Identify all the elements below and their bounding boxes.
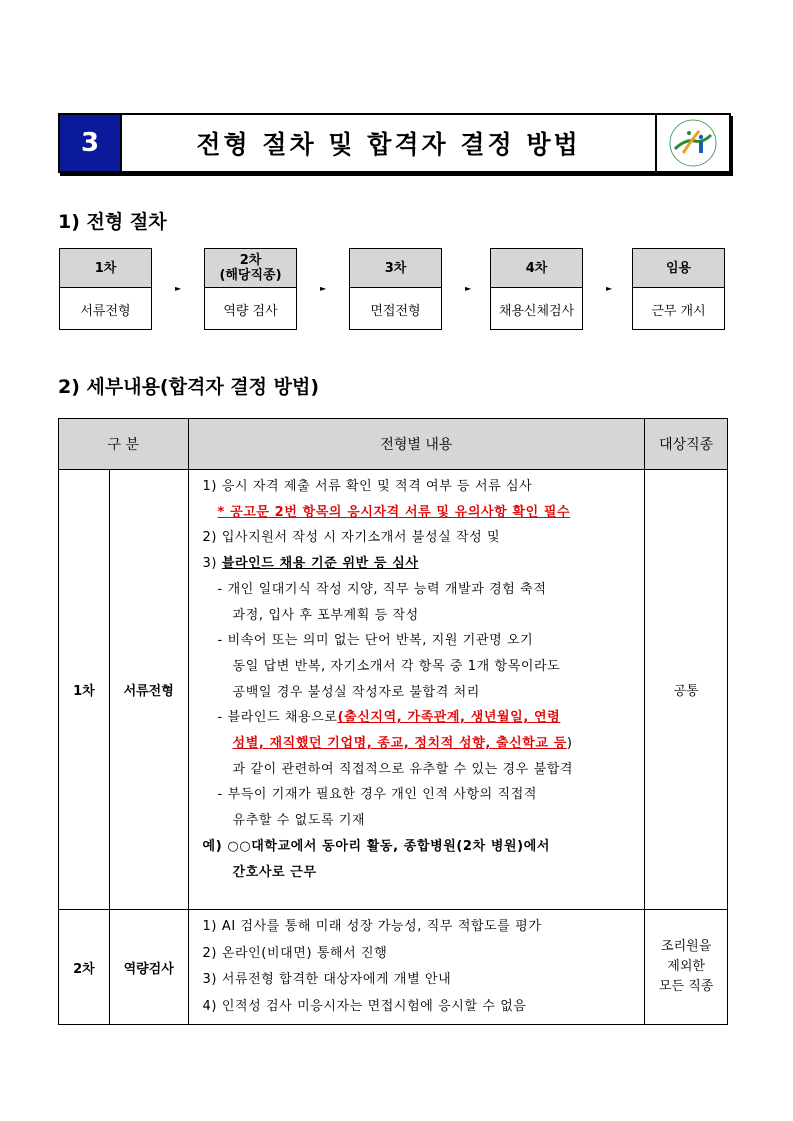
content-line — [203, 551, 635, 577]
section-number: 3 — [60, 115, 122, 171]
header-content: 전형별 내용 — [188, 419, 645, 470]
table-row — [59, 910, 728, 1025]
row-stage: 1차 — [59, 470, 110, 910]
flow-step-3 — [349, 248, 442, 330]
row-stage: 2차 — [59, 910, 110, 1025]
flow-step-desc: 채용신체검사 — [498, 303, 575, 319]
content-prefix: 3) — [202, 556, 222, 572]
content-line: 2) 온라인(비대면) 통해서 진행 — [202, 945, 388, 961]
flow-arrow-icon: ► — [606, 284, 613, 293]
row-target: 공통 — [645, 470, 728, 910]
content-line: 공백일 경우 불성실 작성자로 불합격 처리 — [232, 684, 480, 700]
content-line: 1) AI 검사를 통해 미래 성장 가능성, 직무 적합도를 평가 — [202, 919, 542, 934]
content-underlined: 블라인드 채용 기준 위반 등 심사 — [221, 556, 419, 572]
section-header — [58, 113, 731, 173]
flow-step-1 — [59, 248, 152, 330]
flow-step-2 — [204, 248, 297, 330]
content-prefix: - 블라인드 채용으로 — [217, 710, 338, 726]
content-line: - 비속어 또는 의미 없는 단어 반복, 지원 기관명 오기 — [217, 633, 534, 649]
content-line: 1) 응시 자격 제출 서류 확인 및 적격 여부 등 서류 심사 — [202, 479, 533, 494]
content-line: - 부득이 기재가 필요한 경우 개인 인적 사항의 직접적 — [217, 787, 538, 803]
target-line: 모든 직종 — [658, 979, 714, 994]
row-content — [188, 470, 645, 910]
content-line: 4) 인적성 검사 미응시자는 면접시험에 응시할 수 없음 — [202, 998, 527, 1014]
row-name: 서류전형 — [109, 470, 188, 910]
flow-arrow-icon: ► — [320, 284, 327, 293]
flow-step-label: 임용 — [633, 249, 724, 288]
content-line: 과 같이 관련하여 직접적으로 유추할 수 있는 경우 불합격 — [232, 761, 574, 777]
flow-arrow-icon: ► — [465, 284, 472, 293]
content-line: 유추할 수 없도록 기재 — [232, 813, 366, 829]
table-row — [59, 470, 728, 910]
section-title: 전형 절차 및 합격자 결정 방법 — [122, 115, 657, 171]
content-line — [203, 705, 635, 731]
row-content — [188, 910, 645, 1025]
content-line — [203, 731, 635, 757]
content-line-example: 예) ○○대학교에서 동아리 활동, 종합병원(2차 병원)에서 — [202, 838, 551, 854]
content-line: 과정, 입사 후 포부계획 등 작성 — [232, 607, 419, 623]
flow-step-label: 3차 — [350, 249, 441, 288]
content-line: 2) 입사지원서 작성 시 자기소개서 불성실 작성 및 — [202, 530, 501, 546]
flow-step-label: 1차 — [60, 249, 151, 288]
flow-step-desc: 면접전형 — [370, 303, 421, 319]
subheading-details: 2) 세부내용(합격자 결정 방법) — [58, 376, 320, 398]
flow-step-5 — [632, 248, 725, 330]
content-line: 동일 답변 반복, 자기소개서 각 항목 중 1개 항목이라도 — [232, 658, 561, 674]
flow-step-desc: 역량 검사 — [223, 303, 278, 319]
row-target — [645, 910, 728, 1025]
content-line: - 개인 일대기식 작성 지양, 직무 능력 개발과 경험 축적 — [217, 581, 547, 597]
flow-arrow-icon: ► — [175, 284, 182, 293]
flow-step-label: 4차 — [491, 249, 582, 288]
target-line: 조리원을 — [661, 939, 712, 954]
table-header-row — [59, 419, 728, 470]
content-line: 3) 서류전형 합격한 대상자에게 개별 안내 — [202, 972, 452, 987]
organization-logo — [657, 115, 729, 171]
target-line: 제외한 — [667, 959, 705, 974]
content-red: (출신지역, 가족관계, 생년월일, 연령 — [337, 710, 561, 726]
flow-step-desc: 서류전형 — [80, 303, 131, 319]
flow-step-4 — [490, 248, 583, 330]
content-red: 성별, 재직했던 기업명, 종교, 정치적 성향, 출신학교 등 — [232, 736, 567, 752]
subheading-procedure: 1) 전형 절차 — [58, 211, 167, 233]
flow-step-label: 2차 (해당직종) — [205, 249, 296, 288]
header-target: 대상직종 — [645, 419, 728, 470]
header-category: 구 분 — [59, 419, 189, 470]
content-line-example: 간호사로 근무 — [232, 864, 317, 880]
selection-details-table — [58, 418, 728, 1025]
flow-step-desc: 근무 개시 — [651, 303, 706, 319]
row-name: 역량검사 — [109, 910, 188, 1025]
content-line-notice: * 공고문 2번 항목의 응시자격 서류 및 유의사항 확인 필수 — [217, 504, 571, 520]
content-suffix: ) — [566, 736, 573, 752]
